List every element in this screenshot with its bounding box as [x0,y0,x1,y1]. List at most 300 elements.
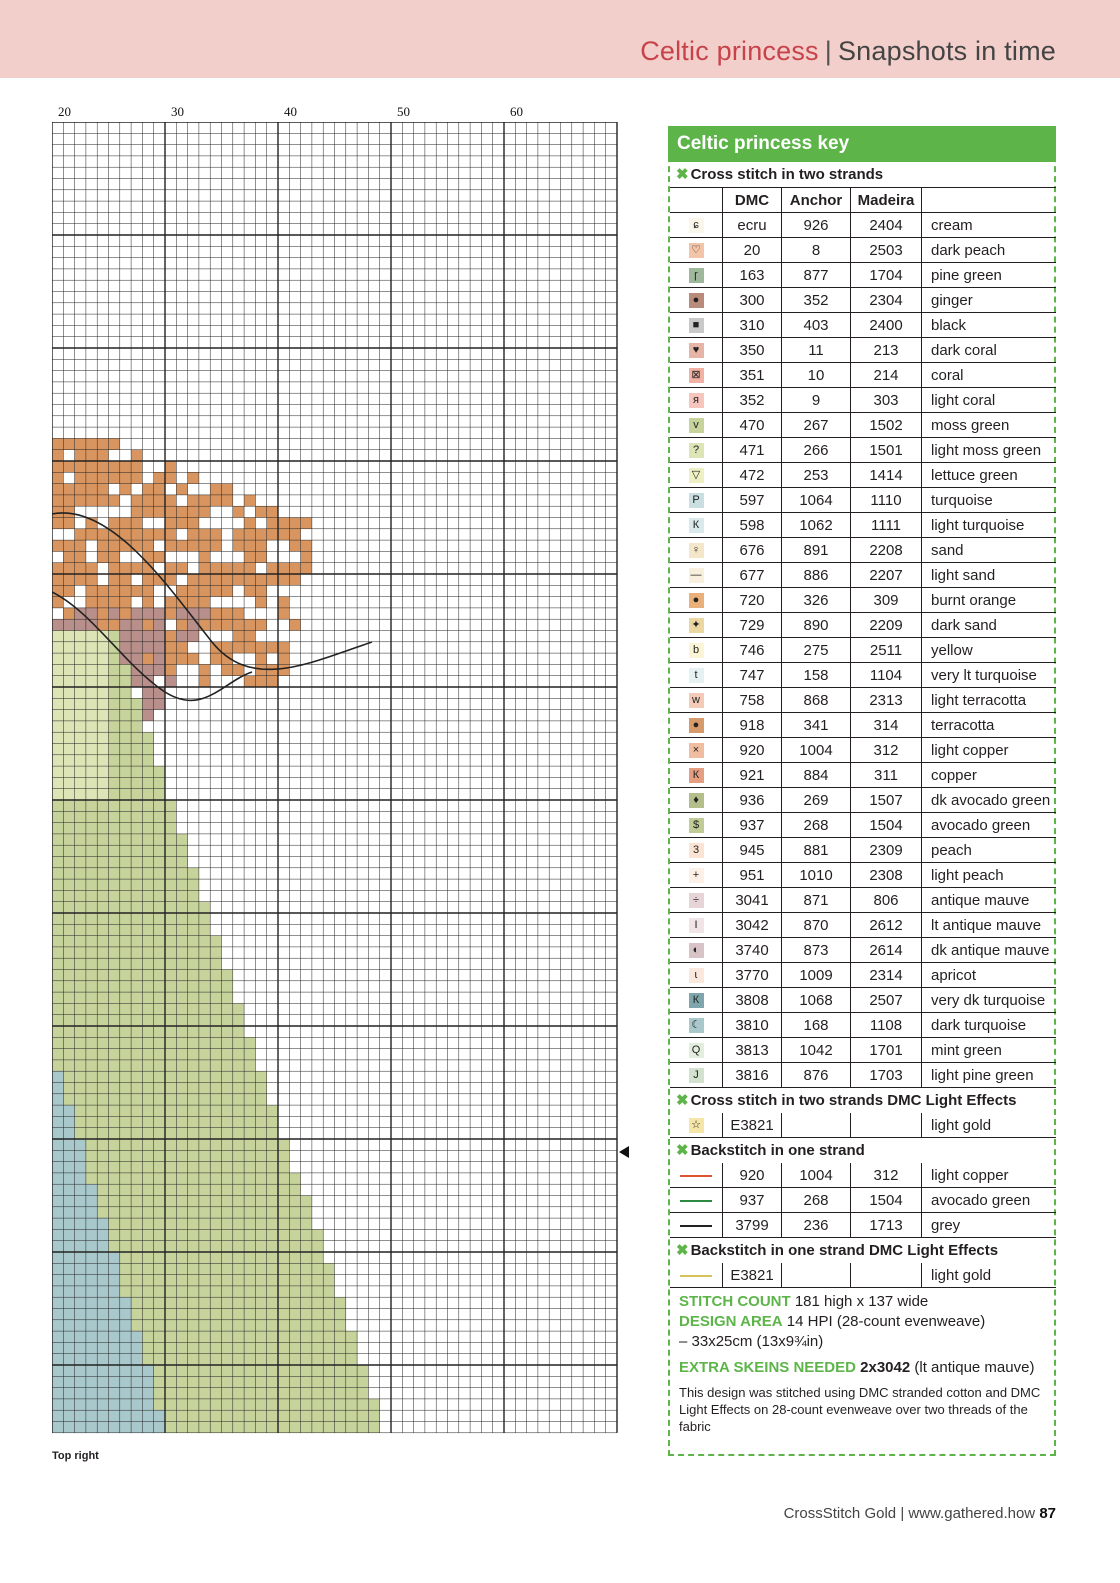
thread-row [670,1163,1056,1188]
dress-stitch [131,834,142,845]
hair-stitch [188,472,199,483]
dress-stitch [142,879,153,890]
mauve-stitch [63,619,74,630]
dress-stitch [52,902,63,913]
thread-row [670,738,1056,763]
dress-stitch [63,1094,74,1105]
dress-stitch [346,1376,357,1387]
dress-stitch [278,1354,289,1365]
dress-stitch [188,1150,199,1161]
key-panel [668,126,1056,1456]
dress-stitch [289,1241,300,1252]
dress-stitch [86,902,97,913]
madeira-cell: 1104 [851,663,922,688]
hair-stitch [176,484,187,495]
dress-stitch [75,1309,86,1320]
stitch-symbol-icon: b [689,643,704,658]
dress-stitch [131,800,142,811]
hair-stitch [63,585,74,596]
dress-stitch [97,642,108,653]
dress-stitch [142,857,153,868]
dress-stitch [312,1286,323,1297]
dress-stitch [63,981,74,992]
dress-stitch [109,1331,120,1342]
dress-stitch [142,1263,153,1274]
dress-stitch [222,1173,233,1184]
dress-stitch [199,947,210,958]
hair-stitch [52,518,63,529]
hair-stitch [267,563,278,574]
dress-stitch [199,1196,210,1207]
website: www.gathered.how [908,1505,1036,1522]
dress-stitch [255,1162,266,1173]
dress-stitch [142,1422,153,1433]
dress-stitch [97,924,108,935]
dmc-cell: 598 [723,513,782,538]
dress-stitch [131,1218,142,1229]
dress-stitch [165,1060,176,1071]
key-title: Celtic princess key [668,126,1056,162]
dress-stitch [52,1049,63,1060]
hair-stitch [86,438,97,449]
dress-stitch [154,1026,165,1037]
dress-stitch [86,755,97,766]
dress-stitch [323,1342,334,1353]
dress-stitch [199,902,210,913]
dress-stitch [312,1275,323,1286]
anchor-cell: 10 [782,363,851,388]
dress-stitch [131,1354,142,1365]
hair-stitch [210,529,221,540]
hair-stitch [199,540,210,551]
thread-row [670,413,1056,438]
dress-stitch [255,1218,266,1229]
dress-stitch [52,721,63,732]
dress-stitch [289,1207,300,1218]
backstitch-table [670,1163,1056,1238]
dress-stitch [109,868,120,879]
dress-stitch [109,1049,120,1060]
dress-stitch [109,800,120,811]
hair-stitch [109,597,120,608]
dress-stitch [86,1150,97,1161]
mauve-stitch [142,642,153,653]
hair-stitch [210,608,221,619]
dress-stitch [222,1320,233,1331]
dress-stitch [289,1388,300,1399]
dress-stitch [335,1388,346,1399]
hair-stitch [278,563,289,574]
dress-stitch [109,1399,120,1410]
hair-stitch [176,518,187,529]
thread-row [670,638,1056,663]
hair-stitch [63,438,74,449]
dress-stitch [199,1207,210,1218]
dress-stitch [301,1263,312,1274]
dress-stitch [131,1331,142,1342]
dress-stitch [154,1241,165,1252]
thread-row [670,913,1056,938]
dress-stitch [154,1297,165,1308]
dress-stitch [109,1162,120,1173]
dress-stitch [52,1309,63,1320]
color-name: dk antique mauve [922,938,1057,963]
dress-stitch [222,1037,233,1048]
dress-stitch [278,1286,289,1297]
dress-stitch [52,1003,63,1014]
dress-stitch [75,992,86,1003]
color-name: dark peach [922,238,1057,263]
dress-stitch [120,1275,131,1286]
mauve-stitch [120,619,131,630]
dress-stitch [199,1309,210,1320]
symbol-cell [670,213,723,238]
dress-stitch [142,868,153,879]
dress-stitch [75,1218,86,1229]
backstitch-line-icon [680,1200,712,1202]
hair-stitch [165,506,176,517]
hair-stitch [142,551,153,562]
dress-stitch [97,766,108,777]
hair-stitch [142,585,153,596]
dress-stitch [86,1162,97,1173]
hair-stitch [63,551,74,562]
hair-stitch [222,574,233,585]
dress-stitch [199,1162,210,1173]
mauve-stitch [154,653,165,664]
dress-stitch [255,1128,266,1139]
hair-stitch [52,472,63,483]
dress-stitch [312,1376,323,1387]
dress-stitch [267,1196,278,1207]
dress-stitch [188,902,199,913]
dress-stitch [52,834,63,845]
dress-stitch [188,1173,199,1184]
dress-stitch [120,857,131,868]
dmc-cell: 918 [723,713,782,738]
dmc-cell: 3810 [723,1013,782,1038]
dress-stitch [63,1184,74,1195]
stitch-symbol-icon: ♡ [689,243,704,258]
dress-stitch [278,1229,289,1240]
dress-stitch [335,1309,346,1320]
dress-stitch [75,1365,86,1376]
color-name: light copper [922,738,1057,763]
dress-stitch [165,1184,176,1195]
color-name: copper [922,763,1057,788]
dress-stitch [131,732,142,743]
dress-stitch [109,710,120,721]
hair-stitch [142,484,153,495]
dress-stitch [199,1297,210,1308]
dress-stitch [188,1207,199,1218]
madeira-cell: 806 [851,888,922,913]
hair-stitch [75,484,86,495]
dress-stitch [86,1399,97,1410]
dress-stitch [267,1105,278,1116]
dress-stitch [63,631,74,642]
hair-stitch [278,608,289,619]
dress-stitch [120,1139,131,1150]
dress-stitch [52,1037,63,1048]
dress-stitch [109,1196,120,1207]
dress-stitch [120,1365,131,1376]
mauve-stitch [154,642,165,653]
dress-stitch [142,823,153,834]
mauve-stitch [142,710,153,721]
hair-stitch [222,608,233,619]
dress-stitch [323,1365,334,1376]
hair-stitch [131,518,142,529]
dress-stitch [52,868,63,879]
dress-stitch [97,676,108,687]
dress-stitch [109,1365,120,1376]
dress-stitch [109,744,120,755]
dress-stitch [97,1128,108,1139]
dress-stitch [120,1218,131,1229]
dress-stitch [154,1083,165,1094]
dress-stitch [120,698,131,709]
dress-stitch [222,1422,233,1433]
dress-stitch [267,1150,278,1161]
dress-stitch [75,1105,86,1116]
dress-stitch [52,676,63,687]
thread-row [670,313,1056,338]
dress-stitch [165,879,176,890]
hair-stitch [142,619,153,630]
dress-stitch [75,902,86,913]
anchor-cell: 158 [782,663,851,688]
dress-stitch [154,1252,165,1263]
dress-stitch [255,1286,266,1297]
dress-stitch [267,1173,278,1184]
dress-stitch [323,1354,334,1365]
color-name: dk avocado green [922,788,1057,813]
anchor-cell: 868 [782,688,851,713]
dress-stitch [346,1388,357,1399]
dress-stitch [222,1128,233,1139]
dress-stitch [154,1229,165,1240]
dress-stitch [222,1354,233,1365]
dress-stitch [86,1207,97,1218]
dress-stitch [267,1275,278,1286]
mauve-stitch [142,608,153,619]
dress-stitch [210,958,221,969]
dress-stitch [233,1162,244,1173]
dress-stitch [244,1173,255,1184]
dress-stitch [199,1094,210,1105]
dress-stitch [233,1365,244,1376]
hair-stitch [165,608,176,619]
design-area: DESIGN AREA 14 HPI (28-count evenweave) [679,1313,986,1330]
anchor-cell: 11 [782,338,851,363]
dress-stitch [255,1207,266,1218]
hair-stitch [75,495,86,506]
hair-stitch [131,585,142,596]
dress-stitch [86,845,97,856]
madeira-cell: 2308 [851,863,922,888]
dress-stitch [109,1354,120,1365]
thread-row [670,388,1056,413]
dress-stitch [63,755,74,766]
dress-stitch [52,1116,63,1127]
dress-stitch [52,1241,63,1252]
stitch-symbol-icon: К [689,768,704,783]
dress-stitch [188,1015,199,1026]
madeira-cell: 213 [851,338,922,363]
dress-stitch [278,1365,289,1376]
dress-stitch [52,1184,63,1195]
hair-stitch [120,608,131,619]
dress-stitch [154,1049,165,1060]
dress-stitch [165,1365,176,1376]
dress-stitch [120,1026,131,1037]
dress-stitch [142,755,153,766]
dress-stitch [63,1060,74,1071]
dress-stitch [176,970,187,981]
dress-stitch [120,766,131,777]
hair-stitch [176,619,187,630]
hair-stitch [188,597,199,608]
hair-stitch [267,574,278,585]
dress-stitch [188,1297,199,1308]
dress-stitch [301,1410,312,1421]
hair-stitch [154,529,165,540]
hair-stitch [97,484,108,495]
hair-stitch [301,551,312,562]
dress-stitch [255,1173,266,1184]
madeira-cell: 2314 [851,963,922,988]
dress-stitch [165,1015,176,1026]
color-name: lt antique mauve [922,913,1057,938]
dress-stitch [63,1320,74,1331]
dress-stitch [210,1399,221,1410]
dress-stitch [233,1376,244,1387]
madeira-cell: 314 [851,713,922,738]
dress-stitch [120,1410,131,1421]
dress-stitch [233,1354,244,1365]
dress-stitch [222,1026,233,1037]
dress-stitch [120,1241,131,1252]
dress-stitch [52,1094,63,1105]
dress-stitch [131,823,142,834]
dress-stitch [301,1331,312,1342]
hair-stitch [52,540,63,551]
dress-stitch [75,1173,86,1184]
hair-stitch [154,506,165,517]
dress-stitch [278,1252,289,1263]
dress-stitch [109,698,120,709]
hair-stitch [176,540,187,551]
dress-stitch [142,1376,153,1387]
dress-stitch [75,653,86,664]
dress-stitch [120,1083,131,1094]
dress-stitch [244,1342,255,1353]
dress-stitch [244,1297,255,1308]
dress-stitch [86,1275,97,1286]
mauve-stitch [154,619,165,630]
dress-stitch [52,1297,63,1308]
dress-stitch [199,1150,210,1161]
dress-stitch [97,1037,108,1048]
dmc-cell: 352 [723,388,782,413]
dress-stitch [75,789,86,800]
dress-stitch [120,924,131,935]
dress-stitch [176,1071,187,1082]
hair-stitch [289,529,300,540]
color-name: coral [922,363,1057,388]
dress-stitch [233,1128,244,1139]
dress-stitch [188,1399,199,1410]
hair-stitch [75,574,86,585]
dress-stitch [75,1241,86,1252]
hair-stitch [210,585,221,596]
dress-stitch [131,811,142,822]
dress-stitch [222,1376,233,1387]
stitch-symbol-icon: К [689,518,704,533]
dress-stitch [222,1083,233,1094]
dress-stitch [154,890,165,901]
dress-stitch [210,1015,221,1026]
dress-stitch [86,664,97,675]
dress-stitch [75,857,86,868]
color-name: very lt turquoise [922,663,1057,688]
hair-stitch [199,506,210,517]
dress-stitch [109,1388,120,1399]
dmc-cell: 746 [723,638,782,663]
dress-stitch [312,1297,323,1308]
hair-stitch [97,450,108,461]
dress-stitch [188,1116,199,1127]
hair-stitch [188,585,199,596]
dress-stitch [210,1037,221,1048]
dress-stitch [63,642,74,653]
symbol-cell [670,988,723,1013]
dress-stitch [176,1331,187,1342]
dress-stitch [86,947,97,958]
dress-stitch [131,1037,142,1048]
symbol-cell [670,763,723,788]
dress-stitch [131,1376,142,1387]
stitch-symbol-icon: ▽ [689,468,704,483]
madeira-cell: 1504 [851,813,922,838]
dress-stitch [86,992,97,1003]
dress-stitch [63,1083,74,1094]
dress-stitch [63,1309,74,1320]
dress-stitch [222,992,233,1003]
dress-stitch [142,958,153,969]
axis-number-30: 30 [171,104,184,119]
dress-stitch [267,1263,278,1274]
dress-stitch [154,902,165,913]
dmc-cell: 677 [723,563,782,588]
dress-stitch [109,1320,120,1331]
dress-stitch [75,676,86,687]
dress-stitch [165,1139,176,1150]
dress-stitch [165,1229,176,1240]
dress-stitch [86,868,97,879]
dress-stitch [120,676,131,687]
dress-stitch [97,698,108,709]
hair-stitch [131,563,142,574]
hair-stitch [210,563,221,574]
hair-stitch [244,495,255,506]
dress-stitch [165,1162,176,1173]
hair-stitch [233,529,244,540]
dress-stitch [97,777,108,788]
dress-stitch [131,879,142,890]
dress-stitch [154,1422,165,1433]
